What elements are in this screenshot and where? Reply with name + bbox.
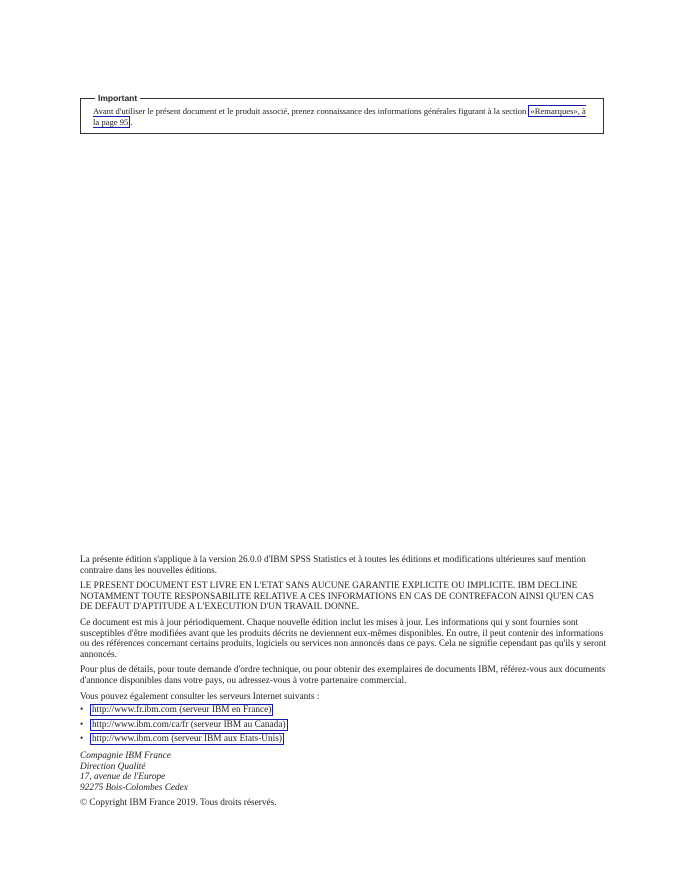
notice-text	[93, 106, 593, 128]
bullet-icon: •	[80, 719, 84, 730]
company-address	[80, 751, 606, 793]
notice-text-before: Avant d'utiliser le présent document et le produit associé, prenez connaissance des informations générales figurant à la section	[93, 106, 529, 116]
list-item	[80, 720, 606, 731]
edition-notice-block	[80, 555, 606, 814]
address-line: 92275 Bois-Colombes Cedex	[80, 782, 188, 793]
address-line: 17, avenue de l'Europe	[80, 772, 166, 783]
remarks-link[interactable]: «Remarques», à la page 95	[93, 106, 586, 127]
server-list	[80, 705, 606, 745]
address-line: Direction Qualité	[80, 761, 146, 772]
important-notice-box	[80, 93, 604, 134]
disclaimer-paragraph: LE PRESENT DOCUMENT EST LIVRE EN L'ETAT SANS AUCUNE GARANTIE EXPLICITE OU IMPLICITE. IBM DECLINE NOTAMMENT TOUTE RESPONSABILITE RELATIVE A CES INFORMATIONS EN CAS DE CONTREFACON AINSI QU'EN CAS DE DEFAUT D'APTITUDE A L'EXECUTION D'UN TRAVAIL DONNE.	[80, 581, 594, 613]
servers-intro: Vous pouvez également consulter les serveurs Internet suivants :	[80, 691, 320, 702]
server-link-france[interactable]: http://www.fr.ibm.com (serveur IBM en France)	[92, 705, 272, 716]
bullet-icon: •	[80, 705, 84, 716]
address-line: Compagnie IBM France	[80, 750, 171, 761]
details-paragraph: Pour plus de détails, pour toute demande d'ordre technique, ou pour obtenir des exemplaires de documents IBM, référez-vous aux documents d'annonce disponibles dans votre pays, ou adressez-vous à votre partenaire commercial.	[80, 665, 606, 686]
list-item	[80, 705, 606, 716]
update-paragraph: Ce document est mis à jour périodiquement. Chaque nouvelle édition inclut les mises à jour. Les informations qui y sont fournies sont susceptibles d'être modifiées avant que les produits décrits ne deviennent eux-mêmes disponibles. En outre, il peut contenir des informations ou des références concernant certains produits, logiciels ou services non annoncés dans ce pays. Cela ne signifie cependant pas qu'ils y seront annoncés.	[80, 617, 607, 660]
list-item	[80, 734, 606, 745]
notice-legend: Important	[95, 93, 140, 103]
server-link-canada[interactable]: http://www.ibm.com/ca/fr (serveur IBM au Canada)	[92, 719, 286, 730]
edition-paragraph: La présente édition s'applique à la version 26.0.0 d'IBM SPSS Statistics et à toutes les éditions et modifications ultérieures sauf mention contraire dans les nouvelles éditions.	[80, 555, 586, 576]
notice-text-after: .	[130, 117, 133, 127]
server-link-usa[interactable]: http://www.ibm.com (serveur IBM aux Etats-Unis)	[92, 734, 282, 745]
bullet-icon: •	[80, 734, 84, 745]
copyright-text: © Copyright IBM France 2019. Tous droits réservés.	[80, 798, 277, 809]
